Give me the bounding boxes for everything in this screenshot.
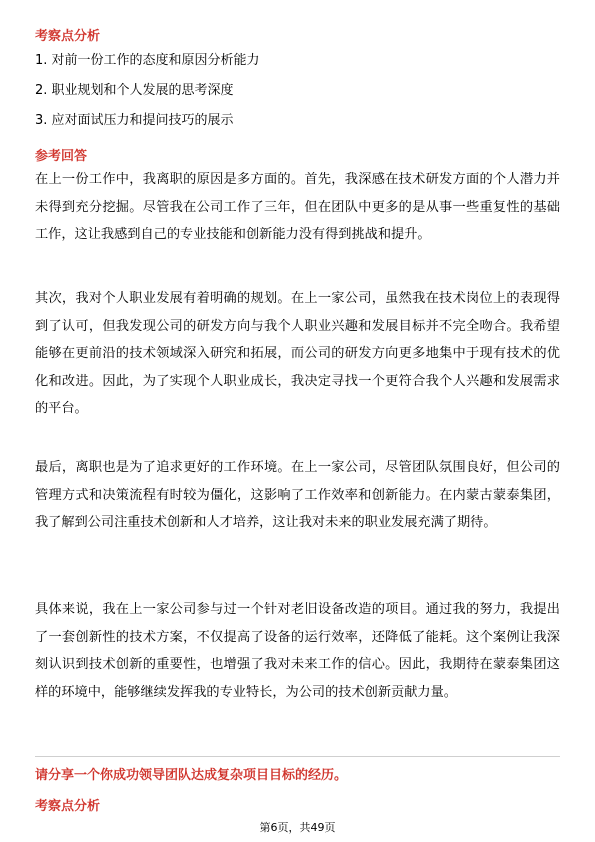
analysis-item: 3. 应对面试压力和提问技巧的展示 (35, 113, 234, 128)
next-question: 请分享一个你成功领导团队达成复杂项目目标的经历。 (35, 768, 348, 783)
answer-paragraph: 具体来说，我在上一家公司参与过一个针对老旧设备改造的项目。通过我的努力，我提出了一套创新性的技术方案，不仅提高了设备的运行效率，还降低了能耗。这个案例让我深刻认识到技术创新的重要性，也增强了我对未来工作的信心。因此，我期待在蒙泰集团这样的环境中，能够继续发挥我的专业特长，为公司的技术创新贡献力量。 (35, 602, 560, 700)
answer-paragraph: 其次，我对个人职业发展有着明确的规划。在上一家公司，虽然我在技术岗位上的表现得到了认可，但我发现公司的研发方向与我个人职业兴趣和发展目标并不完全吻合。我希望能够在更前沿的技术领域深入研究和拓展，而公司的研发方向更多地集中于现有技术的优化和改进。因此，为了实现个人职业成长，我决定寻找一个更符合我个人兴趣和发展需求的平台。 (35, 291, 560, 416)
analysis-item: 2. 职业规划和个人发展的思考深度 (35, 83, 234, 98)
analysis-item: 1. 对前一份工作的态度和原因分析能力 (35, 53, 260, 68)
section-heading-analysis: 考察点分析 (35, 29, 101, 44)
page-footer: 第6页，共49页 (259, 821, 336, 834)
section-heading-answer: 参考回答 (35, 149, 88, 164)
answer-paragraph: 最后，离职也是为了追求更好的工作环境。在上一家公司，尽管团队氛围良好，但公司的管理方式和决策流程有时较为僵化，这影响了工作效率和创新能力。在内蒙古蒙泰集团，我了解到公司注重技术创新和人才培养，这让我对未来的职业发展充满了期待。 (35, 460, 560, 530)
section-heading-analysis-2: 考察点分析 (35, 799, 101, 814)
answer-paragraph: 在上一份工作中，我离职的原因是多方面的。首先，我深感在技术研发方面的个人潜力并未得到充分挖掘。尽管我在公司工作了三年，但在团队中更多的是从事一些重复性的基础工作，这让我感到自己的专业技能和创新能力没有得到挑战和提升。 (35, 172, 560, 242)
section-divider (35, 756, 560, 757)
